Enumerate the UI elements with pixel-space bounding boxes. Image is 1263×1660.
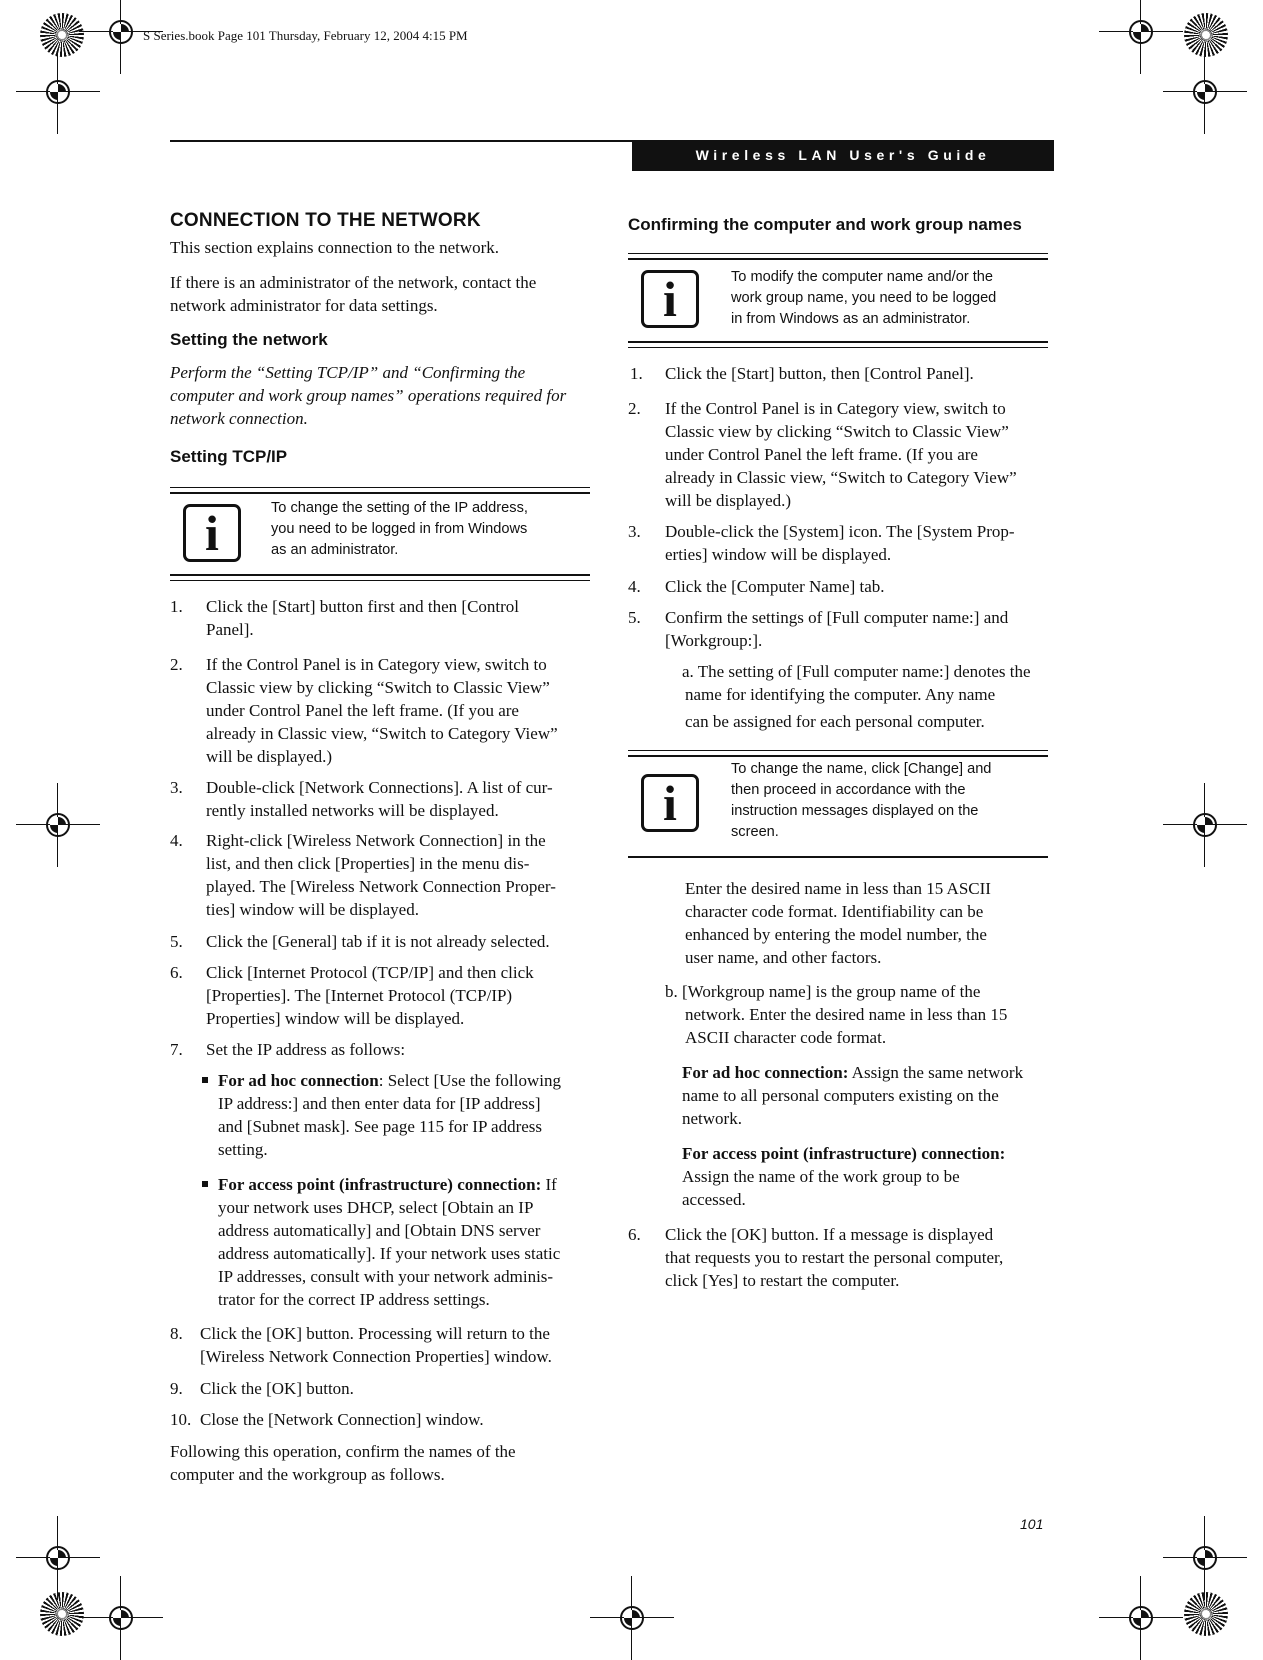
perform-text-line: Perform the “Setting TCP/IP” and “Confirming the [170, 363, 526, 382]
step-number: 5. [628, 608, 641, 627]
step-number: 2. [170, 655, 183, 674]
info-icon: i [641, 774, 699, 832]
registration-sunburst-bottom-right [1184, 1592, 1228, 1636]
enter-text-line: character code format. Identifiability can be [685, 902, 984, 921]
step-text: Classic view by clicking “Switch to Classic View” [206, 678, 550, 697]
step-text: Right-click [Wireless Network Connection] in the [206, 831, 546, 850]
note-text-line: screen. [731, 824, 779, 840]
step-number: 8. [170, 1324, 183, 1343]
crosshair-mark [38, 72, 78, 112]
step-text: If the Control Panel is in Category view, switch to [665, 399, 1006, 418]
bullet-text [218, 1069, 561, 1092]
note-box [628, 253, 1048, 348]
adhoc-line: network. [682, 1109, 742, 1128]
crosshair-mark [101, 12, 141, 52]
running-header: Wireless LAN User's Guide [632, 140, 1054, 171]
following-text-line: Following this operation, confirm the names of the [170, 1442, 516, 1461]
crosshair-mark [38, 1538, 78, 1578]
note-box [170, 487, 590, 582]
step-text: already in Classic view, “Switch to Category View” [665, 468, 1017, 487]
step-text: [Wireless Network Connection Properties] window. [200, 1347, 552, 1366]
adhoc-bold-label: For ad hoc connection: [682, 1063, 849, 1082]
access-line: Assign the name of the work group to be [682, 1167, 960, 1186]
bullet-text [218, 1173, 557, 1196]
crosshair-mark [612, 1598, 652, 1638]
page-number: 101 [1020, 1516, 1044, 1532]
step-text: Click [Internet Protocol (TCP/IP] and then click [206, 963, 534, 982]
step-text: will be displayed.) [665, 491, 792, 510]
step-number: 7. [170, 1040, 183, 1059]
step-text: Click the [OK] button. Processing will return to the [200, 1324, 550, 1343]
note-text-line: you need to be logged in from Windows [271, 521, 528, 537]
note-text-line: work group name, you need to be logged [731, 290, 997, 306]
step-number: 1. [630, 364, 643, 383]
section-heading: CONNECTION TO THE NETWORK [170, 210, 481, 231]
header-rule [170, 140, 632, 142]
step-text: ties] window will be displayed. [206, 900, 419, 919]
enter-text-line: user name, and other factors. [685, 948, 882, 967]
sub-b-line: network. Enter the desired name in less than 15 [685, 1005, 1008, 1024]
step-text: Panel]. [206, 620, 254, 639]
note-box [628, 750, 1048, 862]
step-text: Click the [OK] button. [200, 1379, 354, 1398]
step-text: Click the [Start] button first and then [Control [206, 597, 520, 616]
step-text: click [Yes] to restart the computer. [665, 1271, 900, 1290]
step-number: 4. [628, 577, 641, 596]
section-heading-confirming: Confirming the computer and work group names [628, 215, 1022, 234]
note-text-line: To change the name, click [Change] and [731, 761, 992, 777]
step-number: 3. [170, 778, 183, 797]
step-text: under Control Panel the left frame. (If you are [665, 445, 978, 464]
bullet-text: your network uses DHCP, select [Obtain an IP [218, 1198, 534, 1217]
subheading-setting-network: Setting the network [170, 330, 328, 349]
bullet-bold-label: For access point (infrastructure) connection: [218, 1175, 542, 1194]
bullet-text: setting. [218, 1140, 268, 1159]
enter-text-line: enhanced by entering the model number, the [685, 925, 987, 944]
registration-sunburst-top-left [40, 13, 84, 57]
note-text-line: To change the setting of the IP address, [271, 500, 528, 516]
registration-sunburst-top-right [1184, 13, 1228, 57]
bullet-square-icon [202, 1077, 208, 1083]
crosshair-mark [1185, 805, 1225, 845]
step-number: 3. [628, 522, 641, 541]
perform-text-line: computer and work group names” operations required for [170, 386, 567, 405]
note-text-line: in from Windows as an administrator. [731, 311, 971, 327]
step-number: 6. [628, 1225, 641, 1244]
step-text: Double-click [Network Connections]. A list of cur- [206, 778, 553, 797]
bullet-text: IP address:] and then enter data for [IP address] [218, 1094, 541, 1113]
step-text: Classic view by clicking “Switch to Classic View” [665, 422, 1009, 441]
access-line: accessed. [682, 1190, 746, 1209]
step-number: 1. [170, 597, 183, 616]
step-number: 9. [170, 1379, 183, 1398]
print-slug: S Series.book Page 101 Thursday, February 12, 2004 4:15 PM [143, 28, 468, 43]
step-text: [Workgroup:]. [665, 631, 763, 650]
sub-a-line: name for identifying the computer. Any name [685, 685, 996, 704]
step-number: 2. [628, 399, 641, 418]
crosshair-mark [101, 1598, 141, 1638]
step-text: Click the [Start] button, then [Control Panel]. [665, 364, 974, 383]
registration-sunburst-bottom-left [40, 1592, 84, 1636]
step-text: Set the IP address as follows: [206, 1040, 406, 1059]
step-text: [Properties]. The [Internet Protocol (TCP/IP) [206, 986, 513, 1005]
sub-b-line: ASCII character code format. [685, 1028, 887, 1047]
info-icon: i [183, 504, 241, 562]
step-text: Double-click the [System] icon. The [System Prop- [665, 522, 1015, 541]
step-text: rently installed networks will be displayed. [206, 801, 499, 820]
admin-text-line: network administrator for data settings. [170, 296, 438, 315]
bullet-text-part: If [541, 1175, 557, 1194]
note-text-line: then proceed in accordance with the [731, 782, 966, 798]
sub-b-line: b. [Workgroup name] is the group name of the [665, 982, 981, 1001]
adhoc-line [682, 1061, 1023, 1084]
note-text-line: as an administrator. [271, 542, 399, 558]
step-text: played. The [Wireless Network Connection Proper- [206, 877, 556, 896]
step-text: Click the [General] tab if it is not already selected. [206, 932, 550, 951]
adhoc-text-part: Assign the same network [848, 1063, 1024, 1082]
bullet-bold-label: For ad hoc connection [218, 1071, 379, 1090]
crosshair-mark [1185, 1538, 1225, 1578]
admin-text-line: If there is an administrator of the network, contact the [170, 273, 537, 292]
step-text: that requests you to restart the personal computer, [665, 1248, 1004, 1267]
following-text-line: computer and the workgroup as follows. [170, 1465, 445, 1484]
bullet-text-part: : Select [Use the following [378, 1071, 561, 1090]
step-text: already in Classic view, “Switch to Category View” [206, 724, 558, 743]
bullet-text: IP addresses, consult with your network adminis- [218, 1267, 554, 1286]
perform-text-line: network connection. [170, 409, 308, 428]
step-number: 5. [170, 932, 183, 951]
sub-a-line: a. The setting of [Full computer name:] denotes the [682, 662, 1031, 681]
step-text: will be displayed.) [206, 747, 333, 766]
sub-a-line: can be assigned for each personal computer. [685, 712, 985, 731]
bullet-text: address automatically] and [Obtain DNS server [218, 1221, 541, 1240]
step-text: Confirm the settings of [Full computer name:] and [665, 608, 1009, 627]
note-text-line: To modify the computer name and/or the [731, 269, 994, 285]
crosshair-mark [1121, 1598, 1161, 1638]
bullet-square-icon [202, 1181, 208, 1187]
step-text: If the Control Panel is in Category view, switch to [206, 655, 547, 674]
info-icon: i [641, 270, 699, 328]
step-number: 4. [170, 831, 183, 850]
bullet-text: address automatically]. If your network uses static [218, 1244, 561, 1263]
crosshair-mark [1121, 12, 1161, 52]
bullet-text: trator for the correct IP address settings. [218, 1290, 490, 1309]
crosshair-mark [1185, 72, 1225, 112]
step-text: Click the [Computer Name] tab. [665, 577, 885, 596]
subheading-setting-tcpip: Setting TCP/IP [170, 447, 288, 466]
enter-text-line: Enter the desired name in less than 15 ASCII [685, 879, 991, 898]
intro-text: This section explains connection to the network. [170, 238, 500, 257]
step-text: Click the [OK] button. If a message is displayed [665, 1225, 994, 1244]
note-text-line: instruction messages displayed on the [731, 803, 979, 819]
step-text: Close the [Network Connection] window. [200, 1410, 484, 1429]
bullet-text: and [Subnet mask]. See page 115 for IP address [218, 1117, 543, 1136]
step-number: 10. [170, 1410, 192, 1429]
crosshair-mark [38, 805, 78, 845]
adhoc-line: name to all personal computers existing on the [682, 1086, 999, 1105]
step-text: list, and then click [Properties] in the menu dis- [206, 854, 530, 873]
step-number: 6. [170, 963, 183, 982]
access-bold-label: For access point (infrastructure) connection: [682, 1144, 1006, 1163]
step-text: under Control Panel the left frame. (If you are [206, 701, 519, 720]
step-text: Properties] window will be displayed. [206, 1009, 465, 1028]
step-text: erties] window will be displayed. [665, 545, 892, 564]
